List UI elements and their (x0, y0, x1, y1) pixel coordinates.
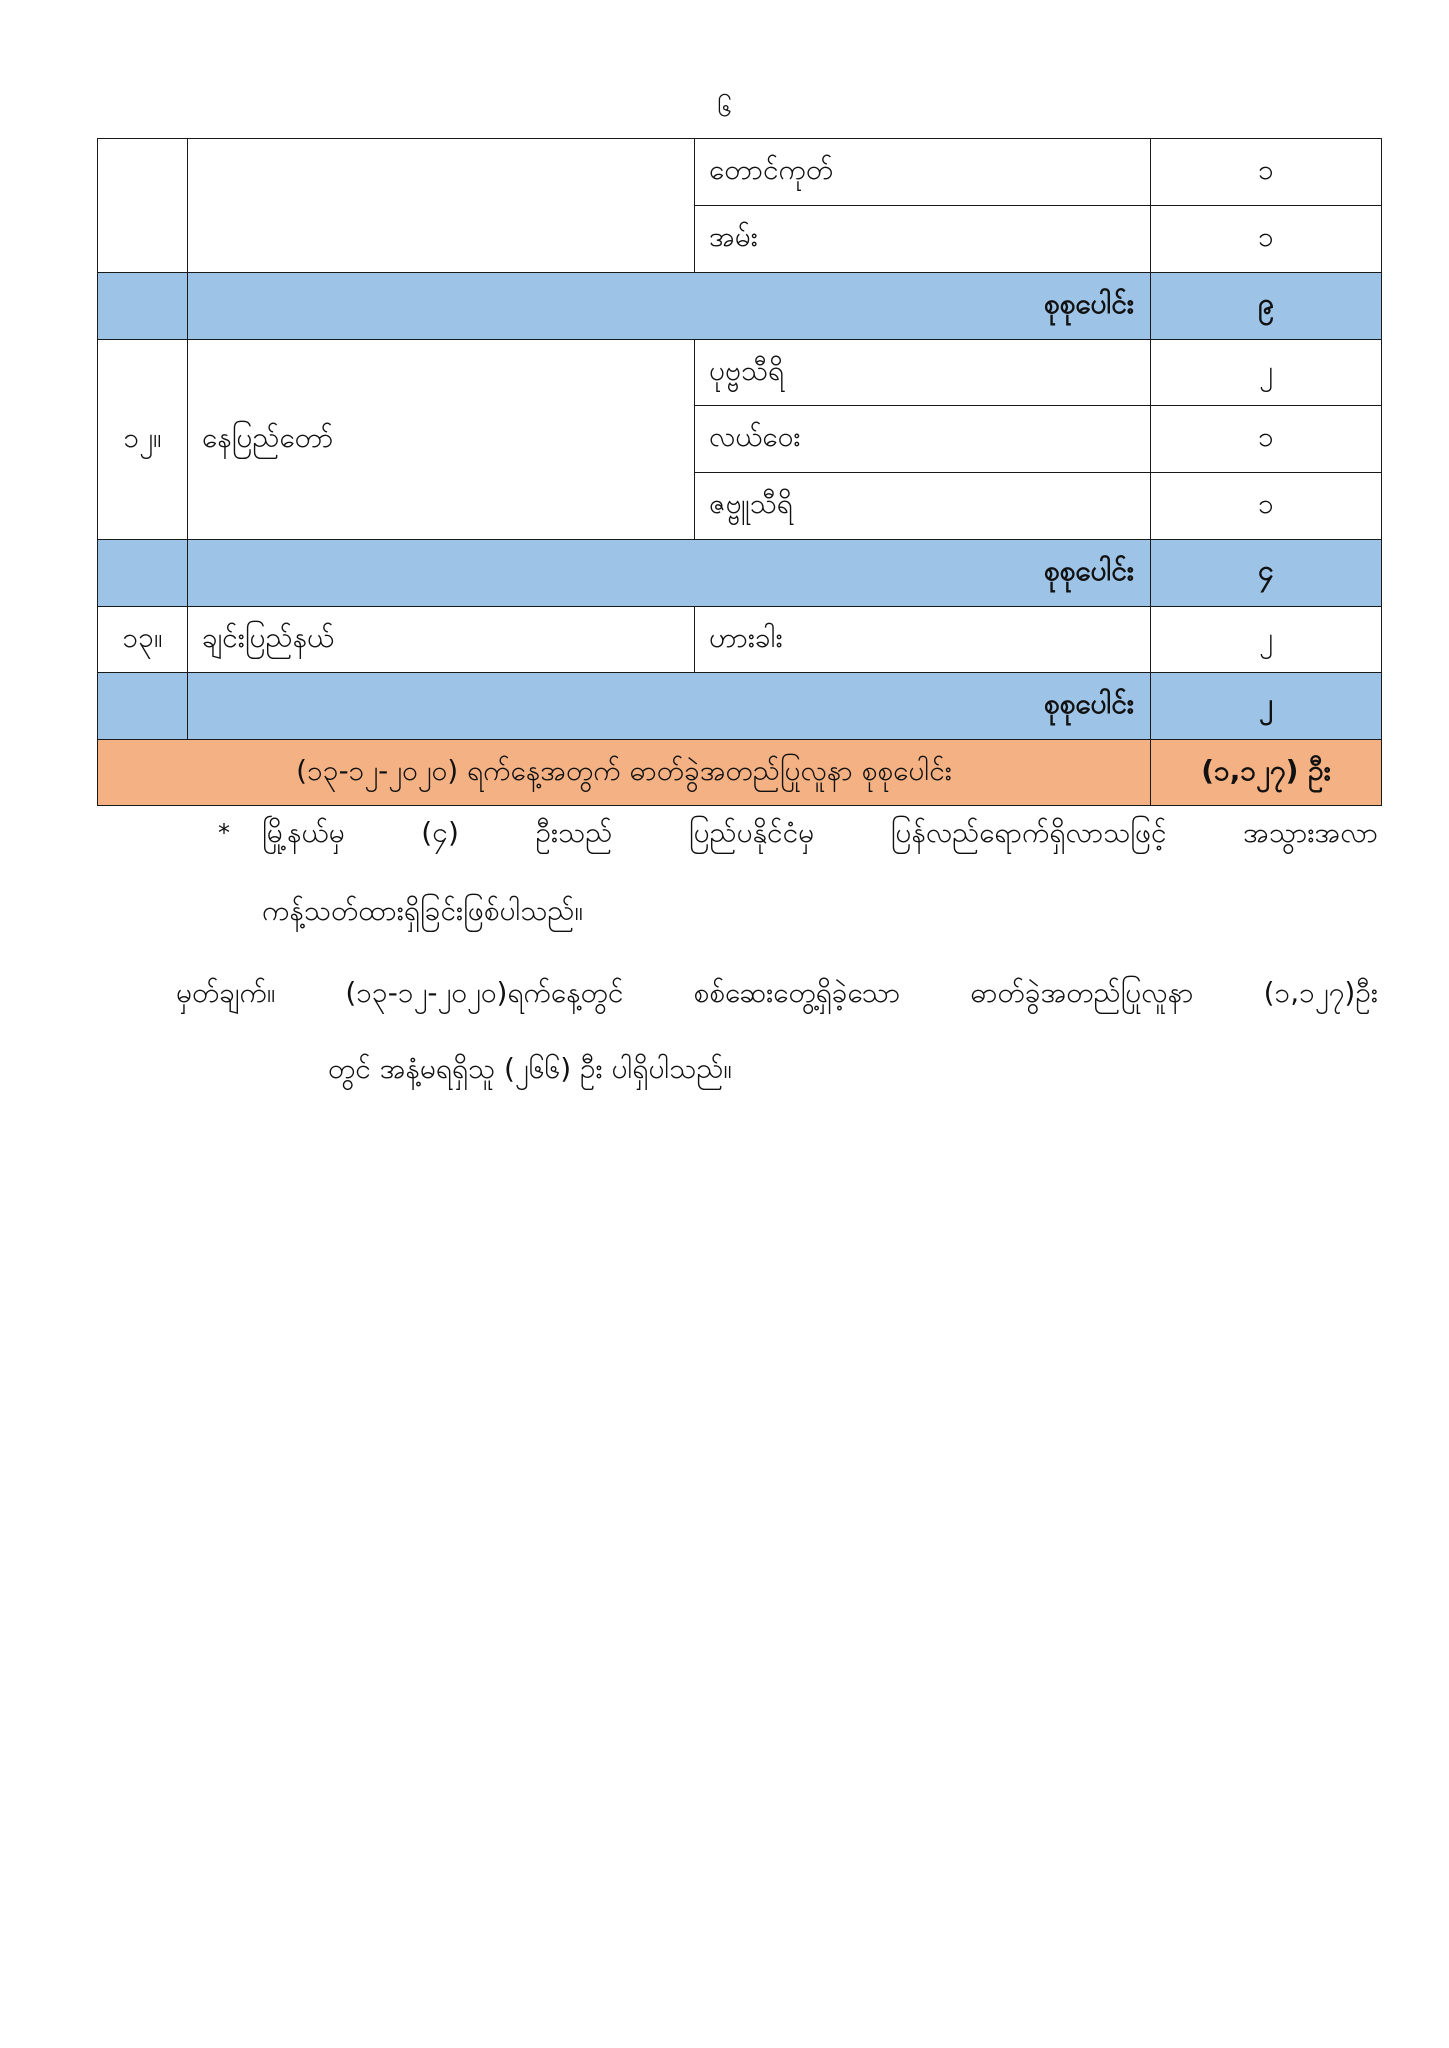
page-number: ၆ (717, 93, 732, 123)
grand-total-value: (၁,၁၂၇) ဦး (1151, 740, 1382, 806)
cases-by-township-table (97, 138, 1382, 806)
subtotal-label: စုစုပေါင်း (188, 673, 1151, 740)
table-row (98, 139, 1382, 206)
township-cell: အမ်း (695, 206, 1151, 273)
table-row (98, 607, 1382, 673)
subtotal-empty-cell (98, 540, 188, 607)
subtotal-empty-cell (98, 673, 188, 740)
footnote-line-2: ကန့်သတ်ထားရှိခြင်းဖြစ်ပါသည်။ (262, 894, 583, 927)
row-number-cell: ၁၂။ (98, 340, 188, 540)
subtotal-label: စုစုပေါင်း (188, 273, 1151, 340)
remark-line-1: မှတ်ချက်။ (၁၃-၁၂-၂၀၂၀)ရက်နေ့တွင် စစ်ဆေးတွေ့ရှိခဲ့သော ဓာတ်ခွဲအတည်ပြုလူနာ (၁,၁၂၇)ဦး (176, 976, 1378, 1009)
count-cell: ၂ (1151, 607, 1382, 673)
count-cell: ၁ (1151, 206, 1382, 273)
grand-total-row (98, 740, 1382, 806)
subtotal-row (98, 673, 1382, 740)
subtotal-empty-cell (98, 273, 188, 340)
subtotal-value: ၂ (1151, 673, 1382, 740)
region-cell: နေပြည်တော် (188, 340, 695, 540)
table-row (98, 340, 1382, 406)
subtotal-row (98, 540, 1382, 607)
footnote-line-1: မြို့နယ်မှ (၄) ဦးသည် ပြည်ပနိုင်ငံမှ ပြန်လည်ရောက်ရှိလာသဖြင့် အသွားအလာ (262, 816, 1378, 849)
region-cell: ချင်းပြည်နယ် (188, 607, 695, 673)
count-cell: ၂ (1151, 340, 1382, 406)
township-cell: ပုဗ္ဗသီရိ (695, 340, 1151, 406)
grand-total-label: (၁၃-၁၂-၂၀၂၀) ရက်နေ့အတွက် ဓာတ်ခွဲအတည်ပြုလူနာ စုစုပေါင်း (98, 740, 1151, 806)
remark-line-2: တွင် အနံ့မရရှိသူ (၂၆၆) ဦး ပါရှိပါသည်။ (328, 1052, 732, 1085)
subtotal-row (98, 273, 1382, 340)
township-cell: ဇဗ္ဗူသီရိ (695, 473, 1151, 540)
township-cell: တောင်ကုတ် (695, 139, 1151, 206)
township-cell: ဟားခါး (695, 607, 1151, 673)
count-cell: ၁ (1151, 473, 1382, 540)
count-cell: ၁ (1151, 139, 1382, 206)
subtotal-label: စုစုပေါင်း (188, 540, 1151, 607)
subtotal-value: ၄ (1151, 540, 1382, 607)
region-cell (188, 139, 695, 273)
count-cell: ၁ (1151, 406, 1382, 473)
subtotal-value: ၉ (1151, 273, 1382, 340)
township-cell: လယ်ဝေး (695, 406, 1151, 473)
row-number-cell (98, 139, 188, 273)
footnote-marker: * (218, 819, 230, 847)
row-number-cell: ၁၃။ (98, 607, 188, 673)
